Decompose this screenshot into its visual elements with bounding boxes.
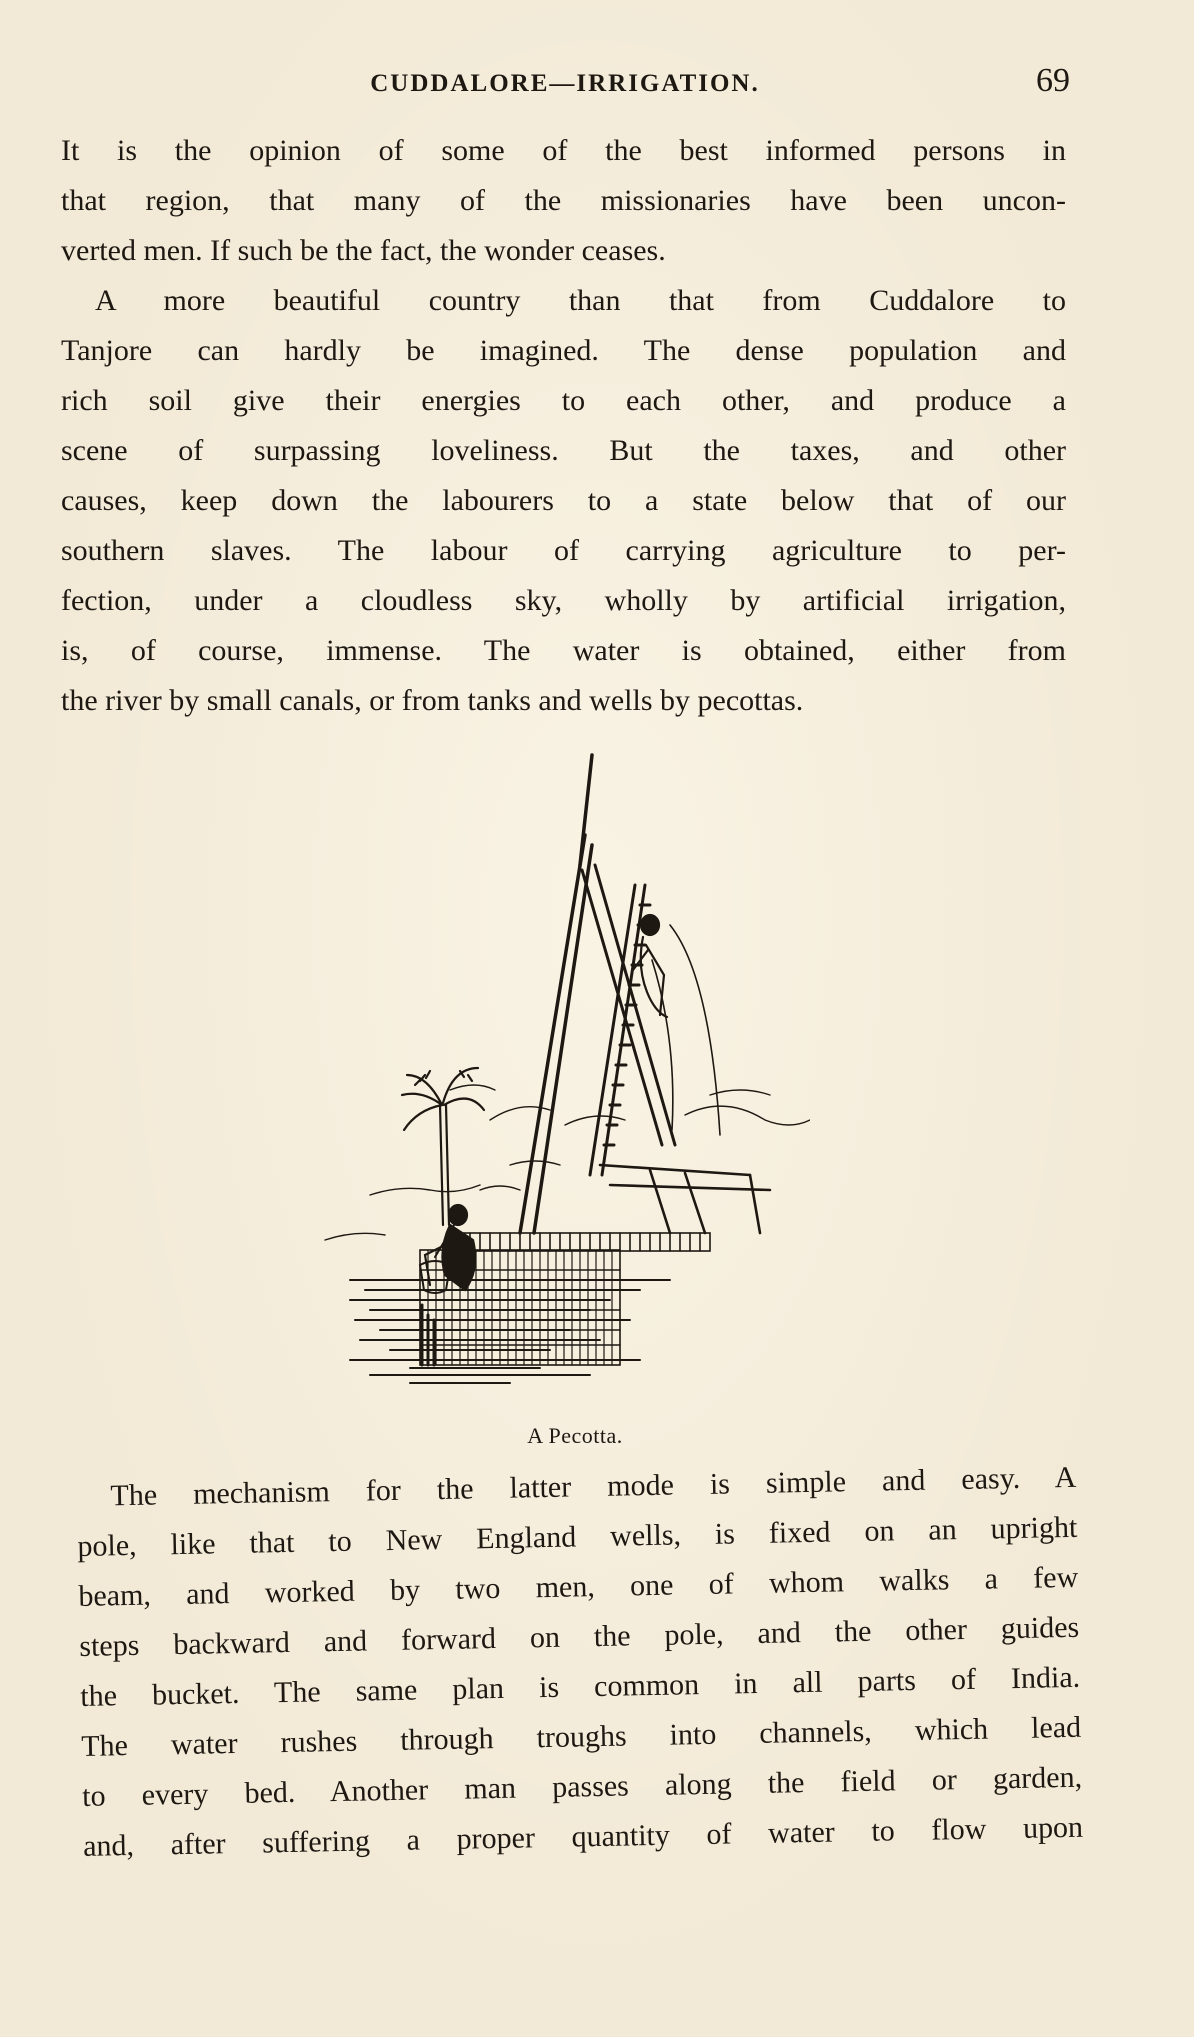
text-line: A more beautiful country than that from Cuddalore to xyxy=(95,284,1066,317)
text-line: is, of course, immense. The water is obtained, either from xyxy=(61,634,1066,667)
text-line: steps backward and forward on the pole, and the other guides xyxy=(79,1610,1080,1663)
text-line: beam, and worked by two men, one of whom walks a few xyxy=(78,1560,1079,1613)
paragraph-2 xyxy=(61,276,1066,726)
text-line: that region, that many of the missionaries have been uncon- xyxy=(61,184,1066,217)
paragraph-3 xyxy=(76,1453,1083,1872)
running-title: CUDDALORE—IRRIGATION. xyxy=(370,70,760,97)
pecotta-engraving-svg xyxy=(310,745,810,1405)
pecotta-illustration xyxy=(310,745,810,1405)
text-line: causes, keep down the labourers to a state below that of our xyxy=(61,484,1066,517)
text-line: rich soil give their energies to each other, and produce a xyxy=(61,384,1066,417)
page-number: 69 xyxy=(1036,62,1070,99)
text-line: fection, under a cloudless sky, wholly by artificial irrigation, xyxy=(61,584,1066,617)
text-line: to every bed. Another man passes along the field or garden, xyxy=(81,1760,1083,1813)
text-line: southern slaves. The labour of carrying agriculture to per- xyxy=(61,534,1066,567)
text-line: pole, like that to New England wells, is fixed on an upright xyxy=(77,1510,1078,1563)
text-line: the bucket. The same plan is common in all parts of India. xyxy=(79,1660,1081,1713)
text-line: and, after suffering a proper quantity of water to flow upon xyxy=(82,1810,1084,1863)
paragraph-1 xyxy=(61,126,1066,276)
text-line: the river by small canals, or from tanks and wells by pecottas. xyxy=(61,684,804,717)
text-line: verted men. If such be the fact, the wonder ceases. xyxy=(61,234,666,267)
text-line: scene of surpassing loveliness. But the taxes, and other xyxy=(61,434,1066,467)
text-line: The mechanism for the latter mode is simple and easy. A xyxy=(110,1460,1077,1513)
text-line: The water rushes through troughs into channels, which lead xyxy=(80,1710,1082,1763)
text-line: It is the opinion of some of the best informed persons in xyxy=(61,134,1066,167)
running-head xyxy=(60,62,1070,106)
text-line: Tanjore can hardly be imagined. The dense population and xyxy=(61,334,1066,367)
figure-caption: A Pecotta. xyxy=(527,1423,623,1448)
